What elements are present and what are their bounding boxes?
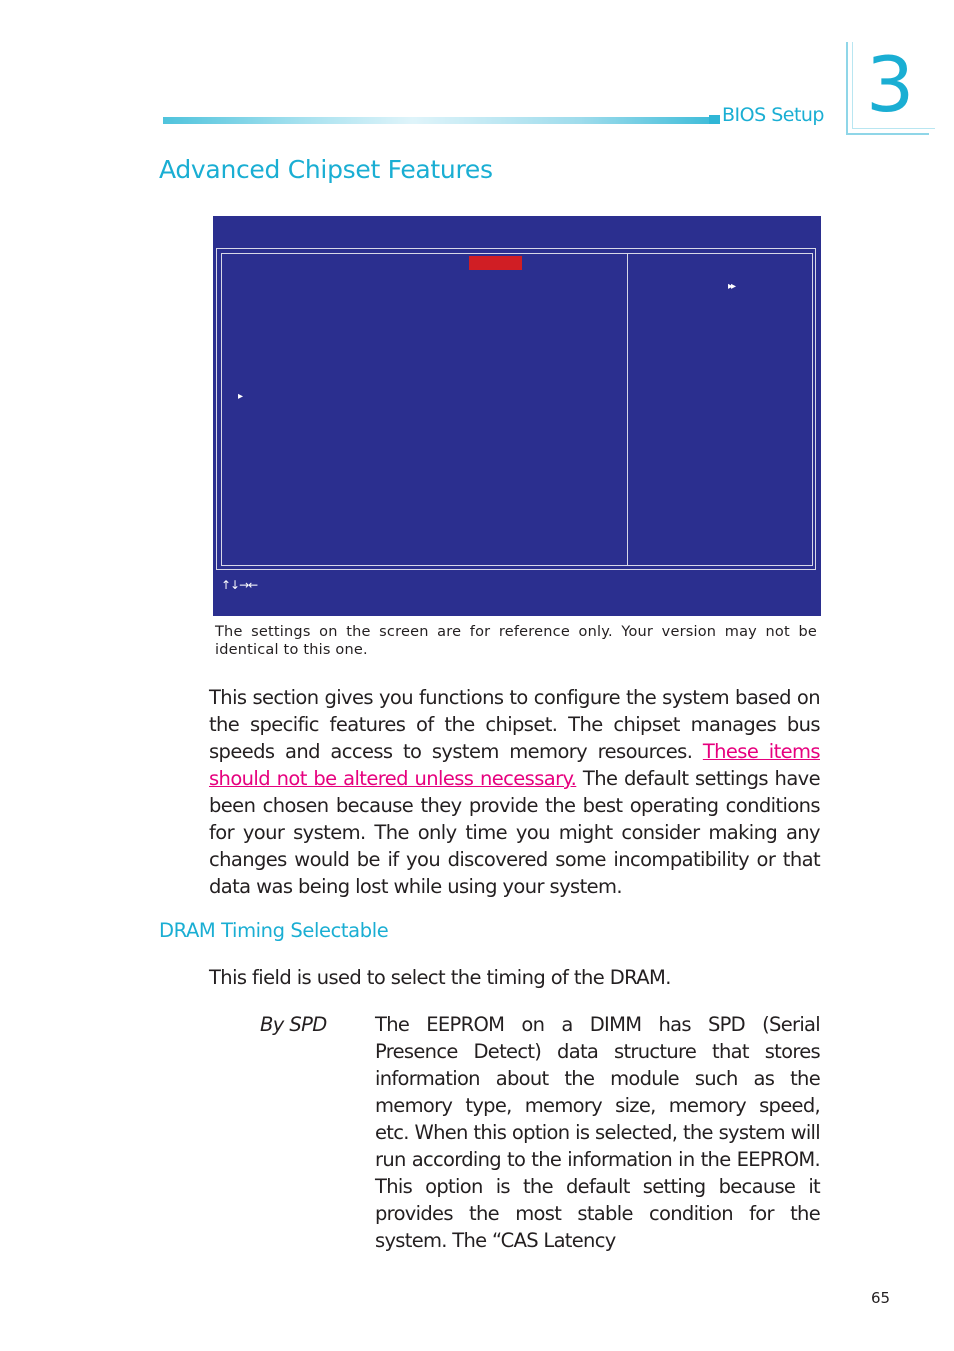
fast-forward-icon: ▸▸ — [728, 281, 735, 292]
page-number: 65 — [871, 1289, 891, 1307]
field-description: This field is used to select the timing of the DRAM. — [209, 966, 671, 989]
running-header: BIOS Setup — [722, 104, 824, 126]
submenu-arrow-icon: ▸ — [238, 391, 244, 402]
intro-paragraph — [209, 684, 820, 900]
option-description: The EEPROM on a DIMM has SPD (Serial Presence Detect) data structure that stores information about the module such as the memory type, memory size, memory speed, etc. When this option is selected, the system will run according to the information in the EEPROM. This option is the default setting because it provides the most stable condition for the system. The “CAS Latency — [375, 1013, 820, 1252]
intro-text-before: This section gives you functions to configure the system based on the specific features of the chipset. The chipset manages bus speeds and access to system memory resources. — [209, 686, 820, 763]
nav-keys-legend: ↑↓→← — [221, 578, 258, 592]
chapter-number: 3 — [866, 40, 915, 129]
header-rule-cap — [709, 115, 720, 124]
intro-text-after: The default settings have been chosen because they provide the best operating conditions for your system. The only time you might consider making any changes would be if you discovered some incompatibility or that data was being lost while using your system. — [209, 767, 821, 898]
option-name: By SPD — [260, 1013, 327, 1036]
subsection-title: DRAM Timing Selectable — [159, 919, 389, 942]
screenshot-caption: The settings on the screen are for reference only. Your version may not be identical to this one. — [215, 624, 817, 658]
bios-menu-panel — [221, 253, 628, 566]
header-rule — [163, 117, 718, 124]
page-title: Advanced Chipset Features — [159, 155, 493, 184]
bios-help-panel — [627, 253, 813, 566]
warning-text: These items should not be altered unless necessary. — [209, 740, 820, 790]
bios-selected-item — [469, 256, 522, 270]
